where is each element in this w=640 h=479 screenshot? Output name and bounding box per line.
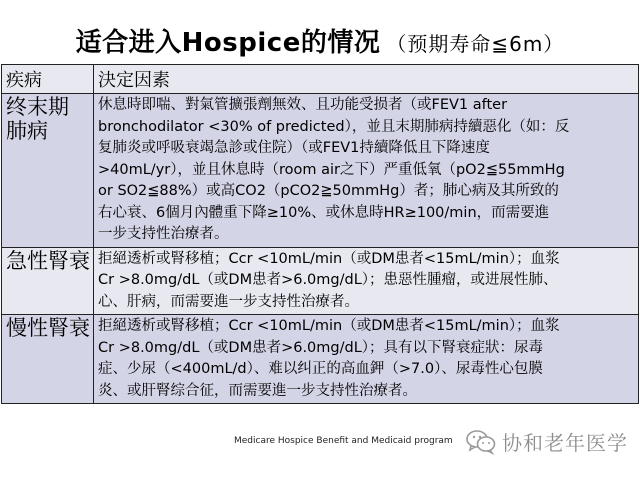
table-header-row	[2, 65, 639, 94]
disease-name-line: 急性腎衰	[6, 248, 90, 273]
disease-name-line: 慢性腎衰	[6, 316, 90, 340]
header-disease: 疾病	[2, 65, 94, 94]
factor-line: Cr >8.0mg/dL（或DM患者>6.0mg/dL）；患惡性腫瘤，或进展性肺、	[98, 272, 558, 288]
table-row	[2, 315, 639, 404]
factor-line: 拒絕透析或腎移植；Ccr <10mL/min（或DM患者<15mL/min）；血浆	[98, 318, 560, 334]
table-row	[2, 247, 639, 315]
title-main: 适合进入Hospice的情况	[75, 28, 381, 58]
table-row	[2, 94, 639, 248]
disease-name-line: 肺病	[6, 119, 48, 143]
factor-line: bronchodilator <30% of predicted），並且末期肺病持續惡化（如：反	[98, 118, 570, 135]
factor-line: 复肺炎或呼吸衰竭急診或住院）（或FEV1持續降低且下降速度	[98, 140, 490, 156]
factor-line: 炎、或肝腎综合征，而需要進一步支持性治療者。	[98, 382, 417, 399]
watermark	[466, 427, 628, 456]
factor-cell	[94, 94, 639, 248]
title-subtitle: （预期寿命≦6m）	[386, 32, 565, 56]
slide-title	[0, 22, 640, 59]
header-factors: 決定因素	[94, 65, 639, 94]
source-caption: Medicare Hospice Benefit and Medicaid program	[234, 436, 453, 446]
factor-line: 症、少尿（<400mL/d）、难以纠正的高血鉀（>7.0）、尿毒性心包膜	[98, 361, 543, 377]
factor-cell	[94, 247, 639, 315]
disease-cell	[2, 247, 94, 315]
factor-line: 心、肝病，而需要進一步支持性治療者。	[98, 293, 359, 310]
disease-name-line: 终末期	[6, 95, 69, 119]
factor-line: 拒絕透析或腎移植；Ccr <10mL/min（或DM患者<15mL/min）；血浆	[98, 250, 560, 267]
factor-line: Cr >8.0mg/dL（或DM患者>6.0mg/dL）；具有以下腎衰症狀：尿毒	[98, 339, 544, 356]
factor-cell	[94, 315, 639, 404]
factor-line: >40mL/yr），並且休息時（room air之下）严重低氧（pO2≦55mmHg	[98, 161, 565, 178]
criteria-table	[1, 64, 639, 404]
disease-cell	[2, 94, 94, 248]
factor-line: or SO2≦88%）或高CO2（pCO2≧50mmHg）者；肺心病及其所致的	[98, 183, 559, 199]
disease-cell	[2, 315, 94, 404]
factor-line: 休息時即喘、對氣管擴張劑無效、且功能受损者（或FEV1 after	[98, 97, 508, 113]
factor-line: 右心衰、6個月內體重下降≥10%、或休息時HR≥100/min，而需要進	[98, 204, 550, 221]
watermark-text: 协和老年医学	[502, 431, 628, 455]
wechat-icon	[466, 429, 496, 455]
factor-line: 一步支持性治療者。	[98, 226, 229, 242]
